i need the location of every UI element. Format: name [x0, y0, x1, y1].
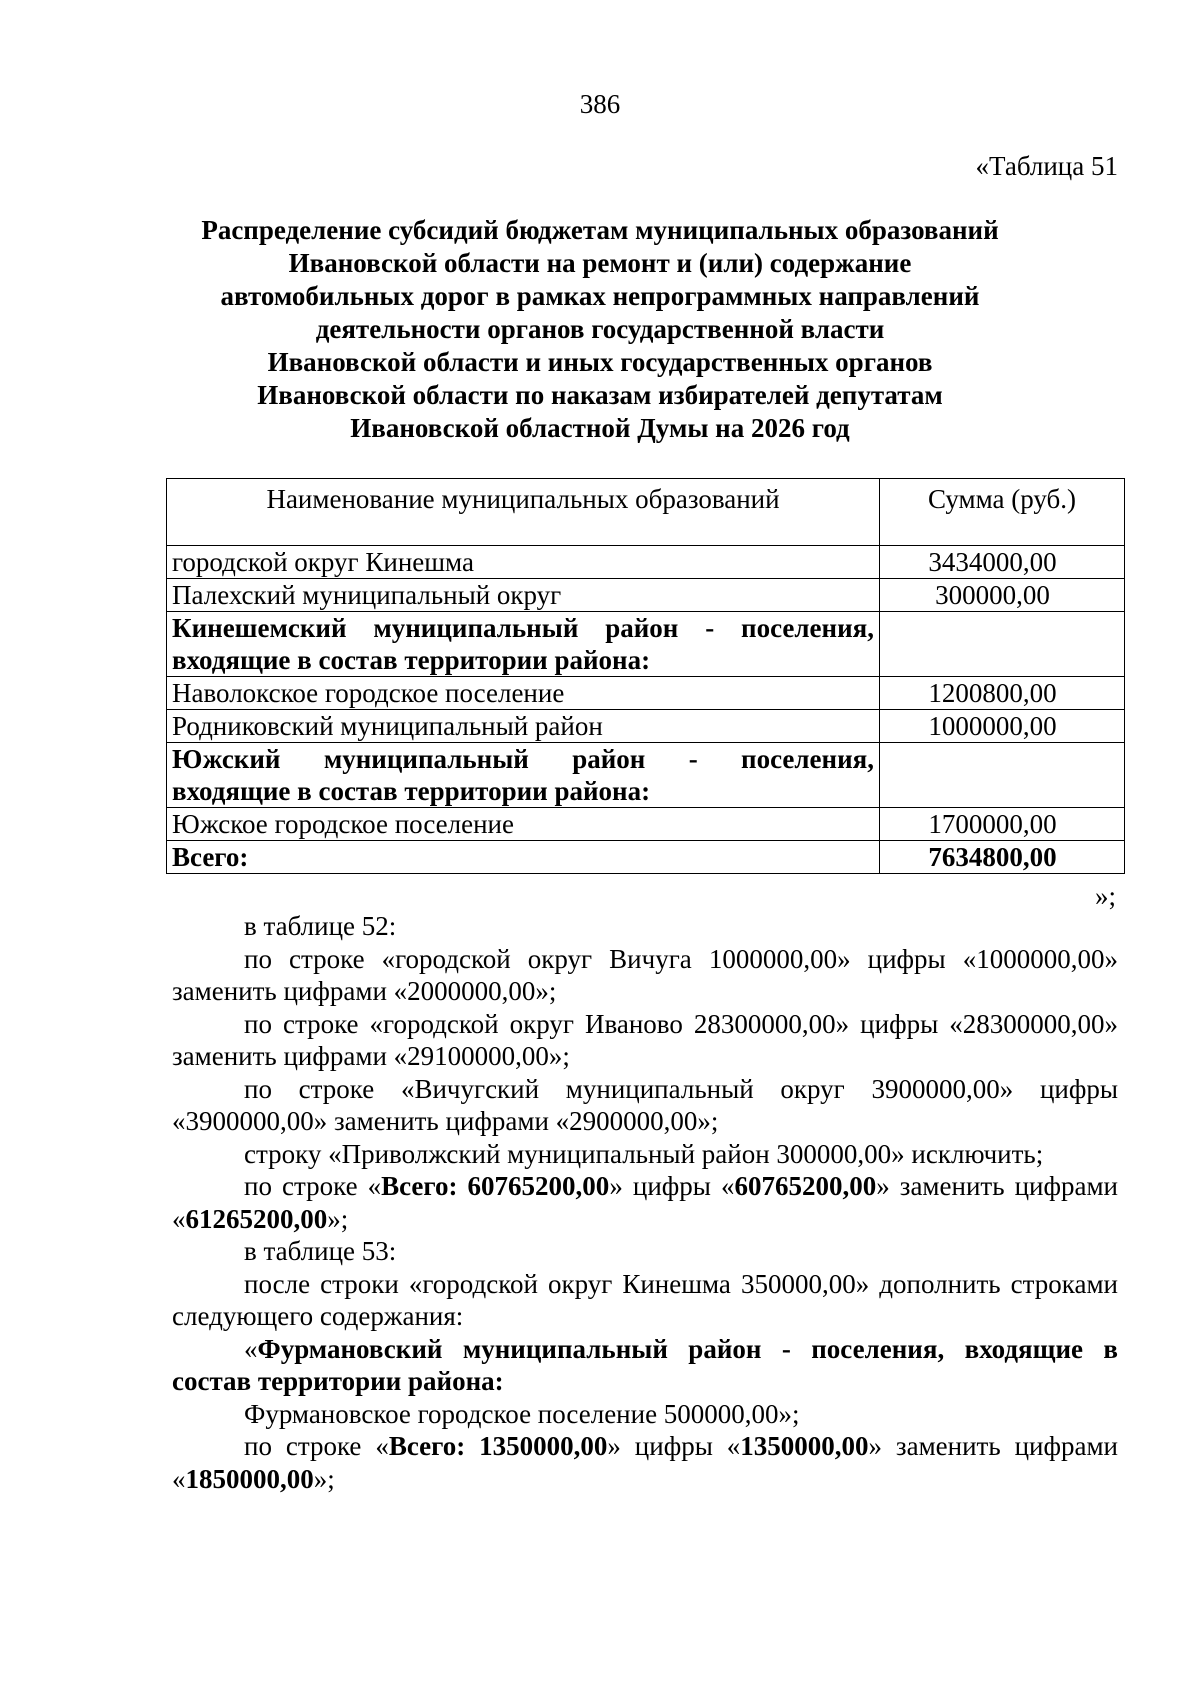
subsidy-table — [166, 478, 1125, 874]
bold-run: 1350000,00 — [740, 1431, 869, 1461]
text-run: » заменить цифрами « — [172, 1171, 1118, 1234]
amendment-text — [172, 910, 1118, 1495]
text-run: по строке « — [244, 1171, 382, 1201]
paragraph: в таблице 53: — [244, 1236, 397, 1266]
table-row — [167, 808, 1125, 841]
row-name-line: входящие в состав территории района: — [172, 776, 651, 806]
row-name: Наволокское городское поселение — [167, 677, 880, 710]
paragraph — [172, 1333, 1118, 1398]
table-group-row — [167, 743, 1125, 808]
row-name: Палехский муниципальный округ — [167, 579, 880, 612]
bold-run: Всего: 1350000,00 — [388, 1431, 608, 1461]
title-line: Ивановской области на ремонт и (или) содержание — [288, 248, 912, 278]
paragraph: в таблице 52: — [244, 911, 397, 941]
row-name-line: входящие в состав территории района: — [172, 645, 651, 675]
title-line: Ивановской области и иных государственных органов — [267, 347, 933, 377]
text-run: « — [244, 1333, 258, 1364]
row-sum: 7634800,00 — [880, 841, 1125, 874]
row-sum — [880, 743, 1125, 808]
title-line: Распределение субсидий бюджетам муниципальных образований — [201, 215, 999, 245]
table-group-row — [167, 612, 1125, 677]
title-line: Ивановской области по наказам избирателей депутатам — [257, 380, 943, 410]
page-number: 386 — [579, 89, 621, 119]
title-line: деятельности органов государственной власти — [315, 314, 885, 344]
paragraph: после строки «городской округ Кинешма 350000,00» дополнить строками следующего содержания: — [172, 1268, 1118, 1331]
bold-run: 61265200,00 — [185, 1203, 328, 1234]
document-title — [150, 214, 1050, 445]
row-name: Родниковский муниципальный район — [167, 710, 880, 743]
closing-quote: »; — [1094, 881, 1116, 911]
text-run: »; — [327, 1203, 349, 1234]
row-name: Всего: — [167, 841, 880, 874]
paragraph: по строке «городской округ Вичуга 1000000,00» цифры «1000000,00» заменить цифрами «2000000,00»; — [172, 943, 1118, 1006]
table-caption: «Таблица 51 — [975, 151, 1118, 181]
bold-run: 1850000,00 — [185, 1463, 314, 1494]
bold-run: 60765200,00 — [734, 1171, 877, 1201]
bold-run: Всего: 60765200,00 — [381, 1171, 610, 1201]
row-sum: 3434000,00 — [880, 546, 1125, 579]
row-sum: 1200800,00 — [880, 677, 1125, 710]
paragraph: строку «Приволжский муниципальный район 300000,00» исключить; — [244, 1138, 1044, 1169]
row-name: городской округ Кинешма — [167, 546, 880, 579]
paragraph — [172, 1430, 1118, 1495]
table-row — [167, 579, 1125, 612]
header-name: Наименование муниципальных образований — [167, 479, 880, 546]
text-run: » цифры « — [607, 1431, 741, 1461]
table-row — [167, 677, 1125, 710]
title-line: автомобильных дорог в рамках непрограммных направлений — [220, 281, 980, 311]
text-run: » цифры « — [609, 1171, 735, 1201]
row-sum: 1000000,00 — [880, 710, 1125, 743]
table-row — [167, 546, 1125, 579]
paragraph: по строке «Вичугский муниципальный округ 3900000,00» цифры «3900000,00» заменить цифрами «2900000,00»; — [172, 1073, 1118, 1136]
bold-run: Фурмановский муниципальный район - поселения, входящие в состав территории района: — [172, 1333, 1118, 1396]
row-sum: 1700000,00 — [880, 808, 1125, 841]
title-line: Ивановской областной Думы на 2026 год — [350, 413, 850, 443]
paragraph — [172, 1170, 1118, 1235]
row-name-line: Южский муниципальный район - поселения, — [172, 744, 874, 774]
row-name — [167, 612, 880, 677]
text-run: » заменить цифрами « — [172, 1431, 1118, 1494]
header-sum: Сумма (руб.) — [880, 479, 1125, 546]
table-row — [167, 710, 1125, 743]
table-total-row — [167, 841, 1125, 874]
row-name: Южское городское поселение — [167, 808, 880, 841]
row-sum: 300000,00 — [880, 579, 1125, 612]
row-name — [167, 743, 880, 808]
table-header-row — [167, 479, 1125, 546]
row-name-line: Кинешемский муниципальный район - поселения, — [172, 613, 874, 643]
paragraph: по строке «городской округ Иваново 28300000,00» цифры «28300000,00» заменить цифрами «29100000,00»; — [172, 1008, 1118, 1071]
text-run: по строке « — [244, 1431, 389, 1461]
row-sum — [880, 612, 1125, 677]
paragraph: Фурмановское городское поселение 500000,00»; — [244, 1398, 800, 1429]
text-run: »; — [313, 1463, 335, 1494]
